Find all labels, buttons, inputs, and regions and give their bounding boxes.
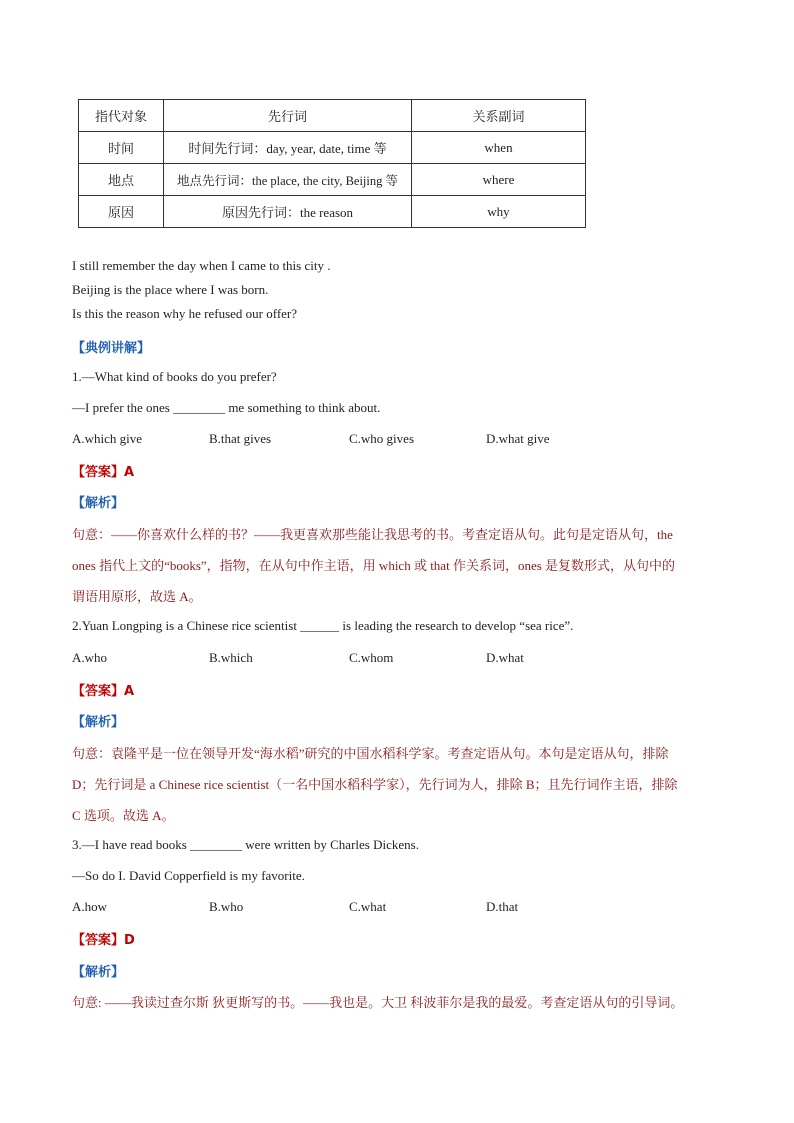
table-row (79, 196, 586, 228)
option-d: D.that (486, 899, 519, 914)
analysis-label: 【解析】 (72, 965, 125, 980)
example-sentence: I still remember the day when I came to this city . (72, 258, 331, 273)
question-stem: —I prefer the ones ________ me something to think about. (72, 400, 381, 415)
answer-label: 【答案】D (72, 933, 135, 948)
analysis-text: 句意: ——我读过查尔斯 狄更斯写的书。——我也是。大卫 科波菲尔是我的最爱。考查定语从句的引导词。 (72, 995, 684, 1010)
relative-adverb-table (78, 99, 586, 228)
analysis-label: 【解析】 (72, 715, 125, 730)
table-cell: 原因 (79, 196, 164, 228)
section-title: 【典例讲解】 (72, 341, 151, 356)
table-header-cell: 先行词 (164, 100, 412, 132)
analysis-text: 句意：袁隆平是一位在领导开发“海水稻”研究的中国水稻科学家。考查定语从句。本句是定语从句，排除 (72, 746, 669, 761)
example-sentence: Beijing is the place where I was born. (72, 282, 269, 297)
table-cell: 地点先行词：the place, the city, Beijing 等 (164, 164, 412, 196)
table-cell: where (412, 164, 586, 196)
option-c: C.whom (349, 650, 394, 665)
option-c: C.who gives (349, 431, 414, 446)
option-c: C.what (349, 899, 387, 914)
table-header-row (79, 100, 586, 132)
example-sentence: Is this the reason why he refused our offer? (72, 306, 298, 321)
table-row (79, 164, 586, 196)
answer-label: 【答案】A (72, 684, 135, 699)
analysis-text: D；先行词是 a Chinese rice scientist（一名中国水稻科学家），先行词为人，排除 B；且先行词作主语，排除 (72, 777, 678, 792)
question-stem: 1.—What kind of books do you prefer? (72, 369, 277, 384)
option-d: D.what (486, 650, 524, 665)
option-b: B.which (209, 650, 253, 665)
option-a: A.how (72, 899, 108, 914)
question-stem: 2.Yuan Longping is a Chinese rice scientist ______ is leading the research to develop “sea rice”. (72, 618, 574, 633)
option-d: D.what give (486, 431, 550, 446)
table-header-cell: 指代对象 (79, 100, 164, 132)
question-stem: 3.—I have read books ________ were written by Charles Dickens. (72, 837, 419, 852)
analysis-text: 谓语用原形，故选 A。 (72, 589, 202, 604)
analysis-text: C 选项。故选 A。 (72, 808, 175, 823)
analysis-text: ones 指代上文的“books”，指物，在从句中作主语，用 which 或 that 作关系词，ones 是复数形式，从句中的 (72, 558, 676, 573)
table-cell: when (412, 132, 586, 164)
table-cell: 地点 (79, 164, 164, 196)
table-cell: why (412, 196, 586, 228)
question-stem: —So do I. David Copperfield is my favorite. (72, 868, 305, 883)
option-b: B.that gives (209, 431, 272, 446)
option-b: B.who (209, 899, 244, 914)
table-cell: 时间先行词：day, year, date, time 等 (164, 132, 412, 164)
table-cell: 原因先行词：the reason (164, 196, 412, 228)
option-a: A.who (72, 650, 108, 665)
table-cell: 时间 (79, 132, 164, 164)
table-header-cell: 关系副词 (412, 100, 586, 132)
table-row (79, 132, 586, 164)
analysis-text: 句意：——你喜欢什么样的书？——我更喜欢那些能让我思考的书。考查定语从句。此句是定语从句，the (72, 527, 673, 542)
answer-label: 【答案】A (72, 465, 135, 480)
option-a: A.which give (72, 431, 143, 446)
analysis-label: 【解析】 (72, 496, 125, 511)
